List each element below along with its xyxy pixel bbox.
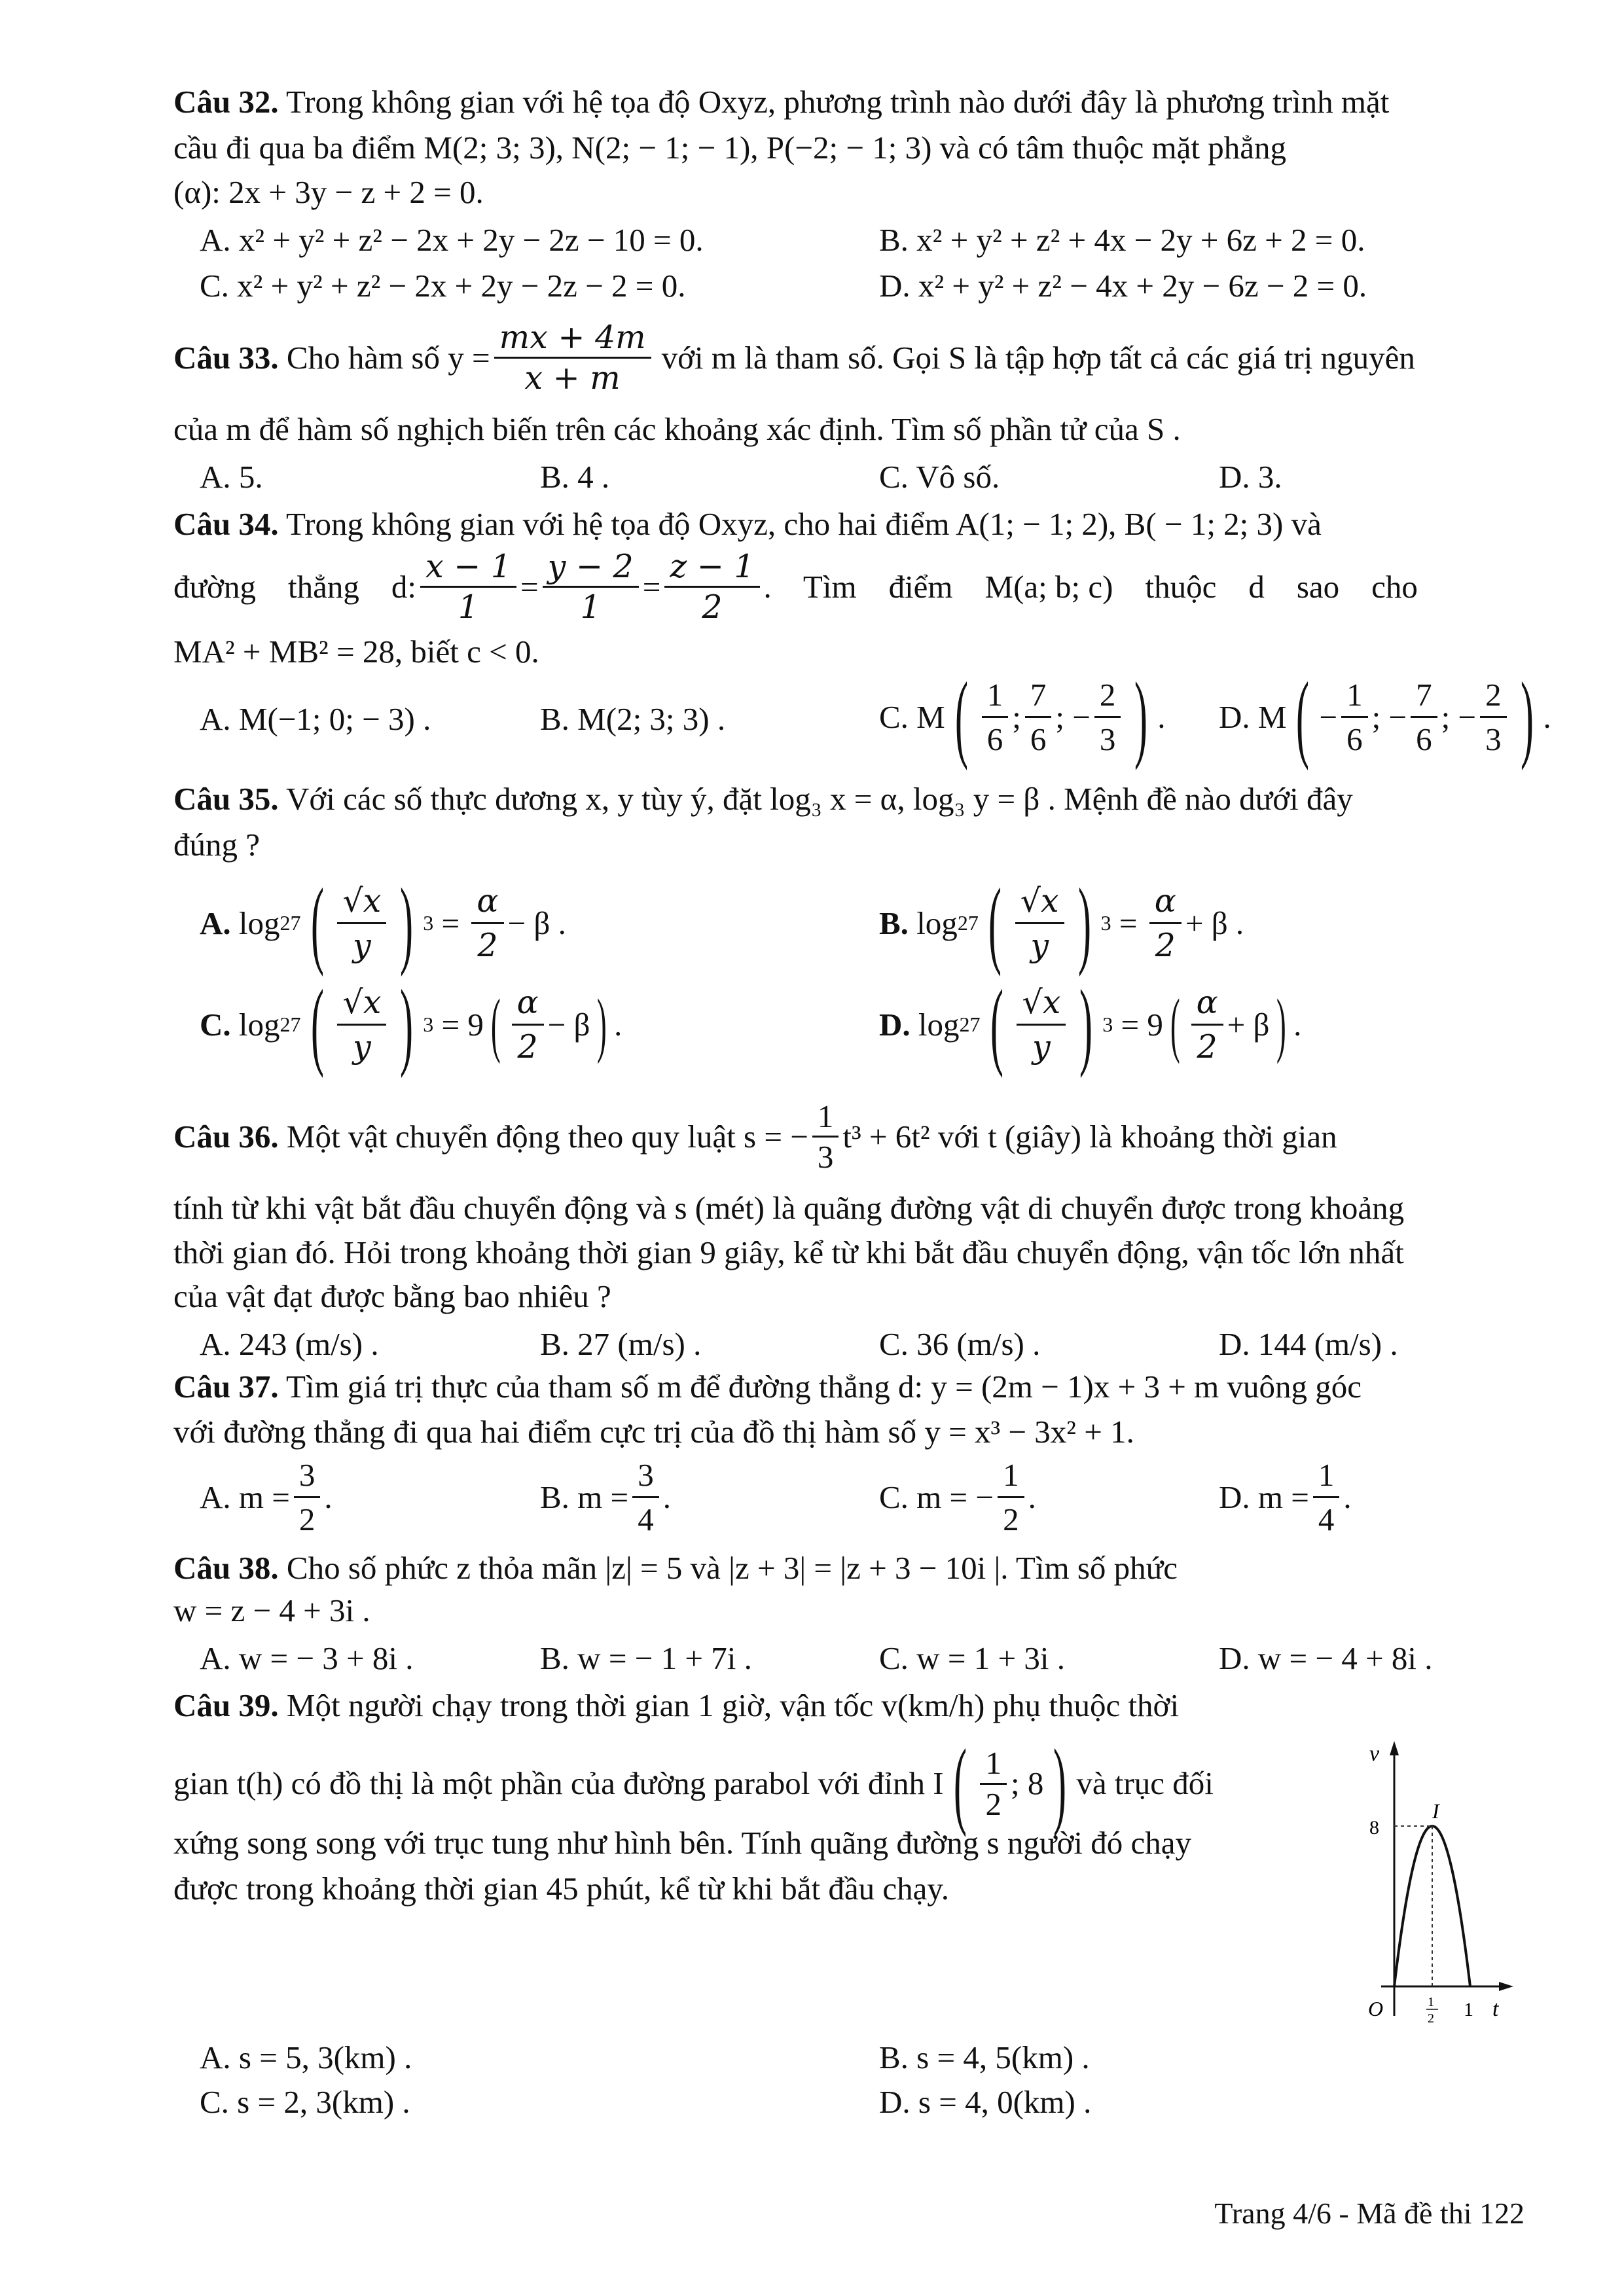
q34-d-f1d: 6 xyxy=(1346,721,1363,757)
q39-option-a[interactable]: A. s = 5, 3(km) . xyxy=(200,2039,412,2075)
q37-label: Câu 37. xyxy=(173,1369,279,1405)
q35-b-rnum: α xyxy=(1149,882,1182,924)
q33-option-a[interactable]: A. 5. xyxy=(200,459,263,495)
q35-c-nine: = 9 xyxy=(441,1006,484,1043)
q36-line4: của vật đạt được bằng bao nhiêu ? xyxy=(173,1278,611,1314)
q38-option-d[interactable]: D. w = − 4 + 8i . xyxy=(1219,1640,1433,1676)
q33-line1 xyxy=(173,321,1415,395)
q35-option-c[interactable]: C. log 27 ( $\frac{√x}{y}$ ) 3 = 9 ( $\frac{\alpha}{2}$ − β ) . xyxy=(200,970,623,1079)
q37-d-frac xyxy=(1313,1456,1340,1538)
q34-d-f2n: 7 xyxy=(1411,676,1437,718)
graph-o-label: O xyxy=(1368,1997,1384,2020)
graph-half-den: 2 xyxy=(1428,2011,1434,2026)
q34-d-frac3 xyxy=(1480,676,1507,758)
q39-line2-post: và trục đối xyxy=(1076,1765,1214,1802)
q35-a-num: √x xyxy=(337,882,386,924)
q34-frac-z-num: z − 1 xyxy=(664,550,759,588)
q39-line1 xyxy=(173,1689,1179,1722)
q34-c-frac2 xyxy=(1025,676,1052,758)
q35-c-frac xyxy=(337,984,386,1066)
q36-post: t³ + 6t² với t (giây) là khoảng thời gian xyxy=(842,1119,1337,1155)
q37-option-a[interactable]: A. m = $\frac{3}{2}$ . xyxy=(200,1457,333,1537)
graph-8-label: 8 xyxy=(1369,1817,1379,1839)
q35-a-rden: 2 xyxy=(477,926,498,964)
q36-fraction xyxy=(812,1100,839,1174)
q39-option-d[interactable]: D. s = 4, 0(km) . xyxy=(879,2084,1092,2120)
q33-fraction xyxy=(494,321,651,395)
q37-a-den: 2 xyxy=(298,1501,316,1537)
q34-d-frac2 xyxy=(1411,676,1437,758)
q37-line2: với đường thẳng đi qua hai điểm cực trị của đồ thị hàm số y = x³ − 3x² + 1. xyxy=(173,1414,1134,1450)
q34-frac-x-num: x − 1 xyxy=(420,550,516,588)
q32-line3: (α): 2x + 3y − z + 2 = 0. xyxy=(173,174,484,210)
q35-b-base: 27 xyxy=(957,910,979,935)
q35-c-rparen2: ) xyxy=(597,984,607,1064)
q39-vertex-den: 2 xyxy=(985,1785,1001,1822)
q39-option-c[interactable]: C. s = 2, 3(km) . xyxy=(200,2084,410,2120)
q32-option-a[interactable]: A. x² + y² + z² − 2x + 2y − 2z − 10 = 0. xyxy=(200,222,704,258)
q35-d-lparen: ( xyxy=(990,970,1003,1079)
q37-a-frac xyxy=(294,1456,321,1538)
q39-vertex-8: ; 8 xyxy=(1010,1765,1044,1802)
q35-a-log: log xyxy=(238,905,280,941)
q39-option-b[interactable]: B. s = 4, 5(km) . xyxy=(879,2039,1090,2075)
q32-label: Câu 32. xyxy=(173,84,279,120)
q35-d-base: 27 xyxy=(959,1012,981,1036)
q34-text1: Trong không gian với hệ tọa độ Oxyz, cho hai điểm A(1; − 1; 2), B( − 1; 2; 3) và xyxy=(278,506,1322,542)
q34-frac-y-num: y − 2 xyxy=(543,550,639,588)
q35-b-rparen: ) xyxy=(1077,869,1091,977)
q36-option-b[interactable]: B. 27 (m/s) . xyxy=(540,1326,702,1362)
q37-b-frac xyxy=(632,1456,659,1538)
q37-b-num: 3 xyxy=(632,1456,659,1498)
q37-b-pre: B. m = xyxy=(540,1479,629,1515)
q35-d-lparen2: ( xyxy=(1170,984,1180,1064)
q34-c-f2d: 6 xyxy=(1030,721,1047,757)
q35-d-rfrac xyxy=(1191,984,1223,1066)
q35-b-num: √x xyxy=(1015,882,1064,924)
q36-option-c[interactable]: C. 36 (m/s) . xyxy=(879,1326,1041,1362)
q36-option-a[interactable]: A. 243 (m/s) . xyxy=(200,1326,379,1362)
q35-b-rden: 2 xyxy=(1155,926,1176,964)
q34-d-f2d: 6 xyxy=(1416,721,1432,757)
q36-label: Câu 36. xyxy=(173,1119,279,1155)
q39-line2 xyxy=(173,1729,1214,1838)
q35-b-lparen: ( xyxy=(988,869,1001,977)
q37-c-frac xyxy=(998,1456,1024,1538)
q32-option-c[interactable]: C. x² + y² + z² − 2x + 2y − 2z − 2 = 0. xyxy=(200,268,686,304)
q35-a-lparen: ( xyxy=(310,869,324,977)
graph-i-label: I xyxy=(1432,1799,1439,1823)
q35-d-rhs: + β xyxy=(1227,1006,1270,1043)
q39-line2-pre: gian t(h) có đồ thị là một phần của đường parabol với đỉnh I xyxy=(173,1765,944,1802)
q35-c-log: log xyxy=(238,1006,280,1043)
q34-d-frac1 xyxy=(1341,676,1368,758)
q32-text1: Trong không gian với hệ tọa độ Oxyz, phương trình nào dưới đây là phương trình mặt xyxy=(278,84,1390,120)
q34-c-f2n: 7 xyxy=(1025,676,1052,718)
q33-label: Câu 33. xyxy=(173,340,279,376)
q34-line2-post: . Tìm điểm M(a; b; c) thuộc d sao cho xyxy=(763,569,1418,605)
q34-eq1: = xyxy=(520,569,539,605)
q34-frac-x xyxy=(420,550,516,624)
q39-rparen: ) xyxy=(1053,1729,1067,1838)
q34-frac-x-den: 1 xyxy=(458,588,479,626)
q37-option-c[interactable]: C. m = − $\frac{1}{2}$ . xyxy=(879,1457,1036,1537)
q34-c-rparen: ) xyxy=(1134,662,1148,771)
q34-d-lparen: ( xyxy=(1296,662,1310,771)
q39-vertex-num: 1 xyxy=(980,1746,1007,1784)
q34-label: Câu 34. xyxy=(173,506,279,542)
q33-option-b[interactable]: B. 4 . xyxy=(540,459,610,495)
q36-line2: tính từ khi vật bắt đầu chuyển động và s (mét) là quãng đường vật di chuyển được trong khoảng xyxy=(173,1190,1405,1226)
q39-lparen: ( xyxy=(953,1729,967,1838)
q35-c-lparen2: ( xyxy=(490,984,501,1064)
q37-text1: Tìm giá trị thực của tham số m để đường thẳng d: y = (2m − 1)x + 3 + m vuông góc xyxy=(278,1369,1362,1405)
q33-line2: của m để hàm số nghịch biến trên các khoảng xác định. Tìm số phần tử của S . xyxy=(173,411,1181,447)
q35-c-rden: 2 xyxy=(517,1028,538,1066)
q35-d-frac xyxy=(1017,984,1066,1066)
q34-c-pre: C. M xyxy=(879,698,945,735)
q35-c-rfrac xyxy=(512,984,544,1066)
q33-post: với m là tham số. Gọi S là tập hợp tất cả các giá trị nguyên xyxy=(661,340,1415,376)
q35-b-frac xyxy=(1015,882,1064,964)
graph-t-label: t xyxy=(1492,1997,1499,2021)
q34-option-d[interactable]: D. M ( − $\frac{1}{6}$ ; − $\frac{7}{6}$ ; − $\frac{2}{3}$ ) . xyxy=(1219,662,1551,771)
q35-d-den: y xyxy=(1032,1028,1051,1066)
q35-label: Câu 35. xyxy=(173,781,279,817)
q34-line2-pre: đường thẳng d: xyxy=(173,569,416,605)
q35-c-den: y xyxy=(353,1028,371,1066)
q35-a-den: y xyxy=(353,926,371,964)
q34-d-f1n: 1 xyxy=(1341,676,1368,718)
q34-c-f1n: 1 xyxy=(982,676,1009,718)
q35-a-label: A. xyxy=(200,905,231,941)
q38-option-a[interactable]: A. w = − 3 + 8i . xyxy=(200,1640,414,1676)
q35-d-log: log xyxy=(918,1006,960,1043)
q35-d-num: √x xyxy=(1017,984,1066,1026)
q37-c-pre: C. m = − xyxy=(879,1479,994,1515)
q34-c-frac1 xyxy=(982,676,1009,758)
q35-b-log: log xyxy=(916,905,958,941)
q35-d-rparen: ) xyxy=(1079,970,1093,1079)
q35-b-rfrac xyxy=(1149,882,1182,964)
graph-v-label: v xyxy=(1369,1742,1380,1766)
q35-d-nine: = 9 xyxy=(1121,1006,1163,1043)
q34-c-lparen: ( xyxy=(954,662,968,771)
q35-option-a[interactable]: A. log 27 ( $\frac{√x}{y}$ ) 3 = $\frac{\alpha}{2}$ − β . xyxy=(200,869,566,977)
q38-option-c[interactable]: C. w = 1 + 3i . xyxy=(879,1640,1065,1676)
q34-eq2: = xyxy=(642,569,661,605)
q38-line1 xyxy=(173,1551,1178,1585)
q37-a-pre: A. m = xyxy=(200,1479,290,1515)
q35-d-exp: 3 xyxy=(1102,1012,1113,1036)
q35-line1 xyxy=(173,782,1353,816)
graph-t-arrow xyxy=(1499,1982,1513,1991)
q34-d-rparen: ) xyxy=(1520,662,1534,771)
q35-d-rparen2: ) xyxy=(1276,984,1287,1064)
q34-d-f3n: 2 xyxy=(1480,676,1507,718)
q33-option-d[interactable]: D. 3. xyxy=(1219,459,1282,495)
q34-option-b[interactable]: B. M(2; 3; 3) . xyxy=(540,701,726,737)
q32-option-b[interactable]: B. x² + y² + z² + 4x − 2y + 6z + 2 = 0. xyxy=(879,222,1365,258)
page-footer: Trang 4/6 - Mã đề thi 122 xyxy=(1214,2197,1525,2230)
q36-line3: thời gian đó. Hỏi trong khoảng thời gian 9 giây, kể từ khi bắt đầu chuyển động, vận tốc lớn nhất xyxy=(173,1234,1404,1270)
q37-option-d[interactable]: D. m = $\frac{1}{4}$ . xyxy=(1219,1457,1352,1537)
q35-d-rnum: α xyxy=(1191,984,1223,1026)
q34-line3: MA² + MB² = 28, biết c < 0. xyxy=(173,634,539,670)
q36-pre: Một vật chuyển động theo quy luật s = − xyxy=(278,1119,808,1155)
q37-c-num: 1 xyxy=(998,1456,1024,1498)
q35-b-den: y xyxy=(1030,926,1049,964)
q35-option-b[interactable]: B. log 27 ( $\frac{√x}{y}$ ) 3 = $\frac{\alpha}{2}$ + β . xyxy=(879,869,1244,977)
q32-option-d[interactable]: D. x² + y² + z² − 4x + 2y − 6z − 2 = 0. xyxy=(879,268,1367,304)
q34-option-c[interactable]: C. M ( $\frac{1}{6}$ ; $\frac{7}{6}$ ; − $\frac{2}{3}$ ) . xyxy=(879,662,1166,771)
q32-line2: cầu đi qua ba điểm M(2; 3; 3), N(2; − 1; − 1), P(−2; − 1; 3) và có tâm thuộc mặt phẳng xyxy=(173,130,1286,166)
q34-frac-z xyxy=(664,550,759,624)
q37-d-den: 4 xyxy=(1318,1501,1335,1537)
q33-denominator: x + m xyxy=(524,359,621,397)
q39-line4: được trong khoảng thời gian 45 phút, kể từ khi bắt đầu chạy. xyxy=(173,1871,949,1907)
q35-a-frac xyxy=(337,882,386,964)
q34-option-a[interactable]: A. M(−1; 0; − 3) . xyxy=(200,701,431,737)
q39-line3: xứng song song với trục tung như hình bên. Tính quãng đường s người đó chạy xyxy=(173,1825,1191,1861)
q35-c-rhs: − β xyxy=(547,1006,590,1043)
q36-frac-den: 3 xyxy=(817,1139,834,1175)
q34-frac-y xyxy=(543,550,639,624)
q35-b-rhs: + β . xyxy=(1185,905,1244,941)
q34-d-pre: D. M xyxy=(1219,698,1287,735)
q37-a-num: 3 xyxy=(294,1456,321,1498)
q34-frac-z-den: 2 xyxy=(702,588,723,626)
q34-line2 xyxy=(173,550,1418,624)
q35-c-rparen: ) xyxy=(400,970,414,1079)
q38-option-b[interactable]: B. w = − 1 + 7i . xyxy=(540,1640,752,1676)
q33-pre: Cho hàm số y = xyxy=(278,340,490,376)
q32-line1 xyxy=(173,85,1389,118)
q36-option-d[interactable]: D. 144 (m/s) . xyxy=(1219,1326,1398,1362)
velocity-parabola-graph xyxy=(1362,1728,1519,2029)
q39-vertex-frac xyxy=(980,1746,1007,1821)
q36-frac-num: 1 xyxy=(812,1100,839,1138)
q35-d-label: D. xyxy=(879,1006,911,1043)
q34-c-f1d: 6 xyxy=(986,721,1003,757)
q37-b-den: 4 xyxy=(638,1501,654,1537)
q34-d-f3d: 3 xyxy=(1485,721,1502,757)
q35-a-base: 27 xyxy=(280,910,301,935)
q38-text1: Cho số phức z thỏa mãn |z| = 5 và |z + 3| = |z + 3 − 10i |. Tìm số phức xyxy=(278,1550,1178,1586)
q37-d-pre: D. m = xyxy=(1219,1479,1309,1515)
q38-label: Câu 38. xyxy=(173,1550,279,1586)
q35-b-exp: 3 xyxy=(1100,910,1111,935)
q36-line1 xyxy=(173,1100,1337,1174)
q35-a-rhs: − β . xyxy=(507,905,566,941)
q33-option-c[interactable]: C. Vô số. xyxy=(879,459,1000,495)
q38-line2: w = z − 4 + 3i . xyxy=(173,1592,370,1628)
q39-text1: Một người chạy trong thời gian 1 giờ, vận tốc v(km/h) phụ thuộc thời xyxy=(278,1687,1180,1723)
q34-frac-y-den: 1 xyxy=(580,588,601,626)
q35-b-label: B. xyxy=(879,905,909,941)
q35-c-rnum: α xyxy=(512,984,544,1026)
q37-line1 xyxy=(173,1370,1362,1403)
q34-line1 xyxy=(173,507,1322,541)
q35-c-label: C. xyxy=(200,1006,231,1043)
q35-c-num: √x xyxy=(337,984,386,1026)
q37-option-b[interactable]: B. m = $\frac{3}{4}$ . xyxy=(540,1457,671,1537)
q37-d-num: 1 xyxy=(1313,1456,1340,1498)
graph-one-label: 1 xyxy=(1464,1999,1473,2020)
q35-c-exp: 3 xyxy=(423,1012,434,1036)
q34-c-f3d: 3 xyxy=(1099,721,1116,757)
q34-c-f3n: 2 xyxy=(1094,676,1121,718)
graph-half-num: 1 xyxy=(1428,1995,1434,2009)
q35-c-lparen: ( xyxy=(310,970,324,1079)
q33-numerator: mx + 4m xyxy=(494,321,651,359)
q35-line2: đúng ? xyxy=(173,827,260,863)
q39-label: Câu 39. xyxy=(173,1687,279,1723)
graph-y-arrow xyxy=(1390,1741,1399,1755)
q35-d-rden: 2 xyxy=(1197,1028,1218,1066)
q35-a-rparen: ) xyxy=(400,869,414,977)
q34-c-frac3 xyxy=(1094,676,1121,758)
q35-a-rnum: α xyxy=(471,882,503,924)
q35-a-rfrac xyxy=(471,882,503,964)
q35-c-base: 27 xyxy=(280,1012,301,1036)
q35-text1: Với các số thực dương x, y tùy ý, đặt log₃ x = α, log₃ y = β . Mệnh đề nào dưới đây xyxy=(278,781,1353,817)
q35-a-exp: 3 xyxy=(423,910,434,935)
q37-c-den: 2 xyxy=(1003,1501,1019,1537)
q35-option-d[interactable]: D. log 27 ( $\frac{√x}{y}$ ) 3 = 9 ( $\frac{\alpha}{2}$ + β ) . xyxy=(879,970,1302,1079)
